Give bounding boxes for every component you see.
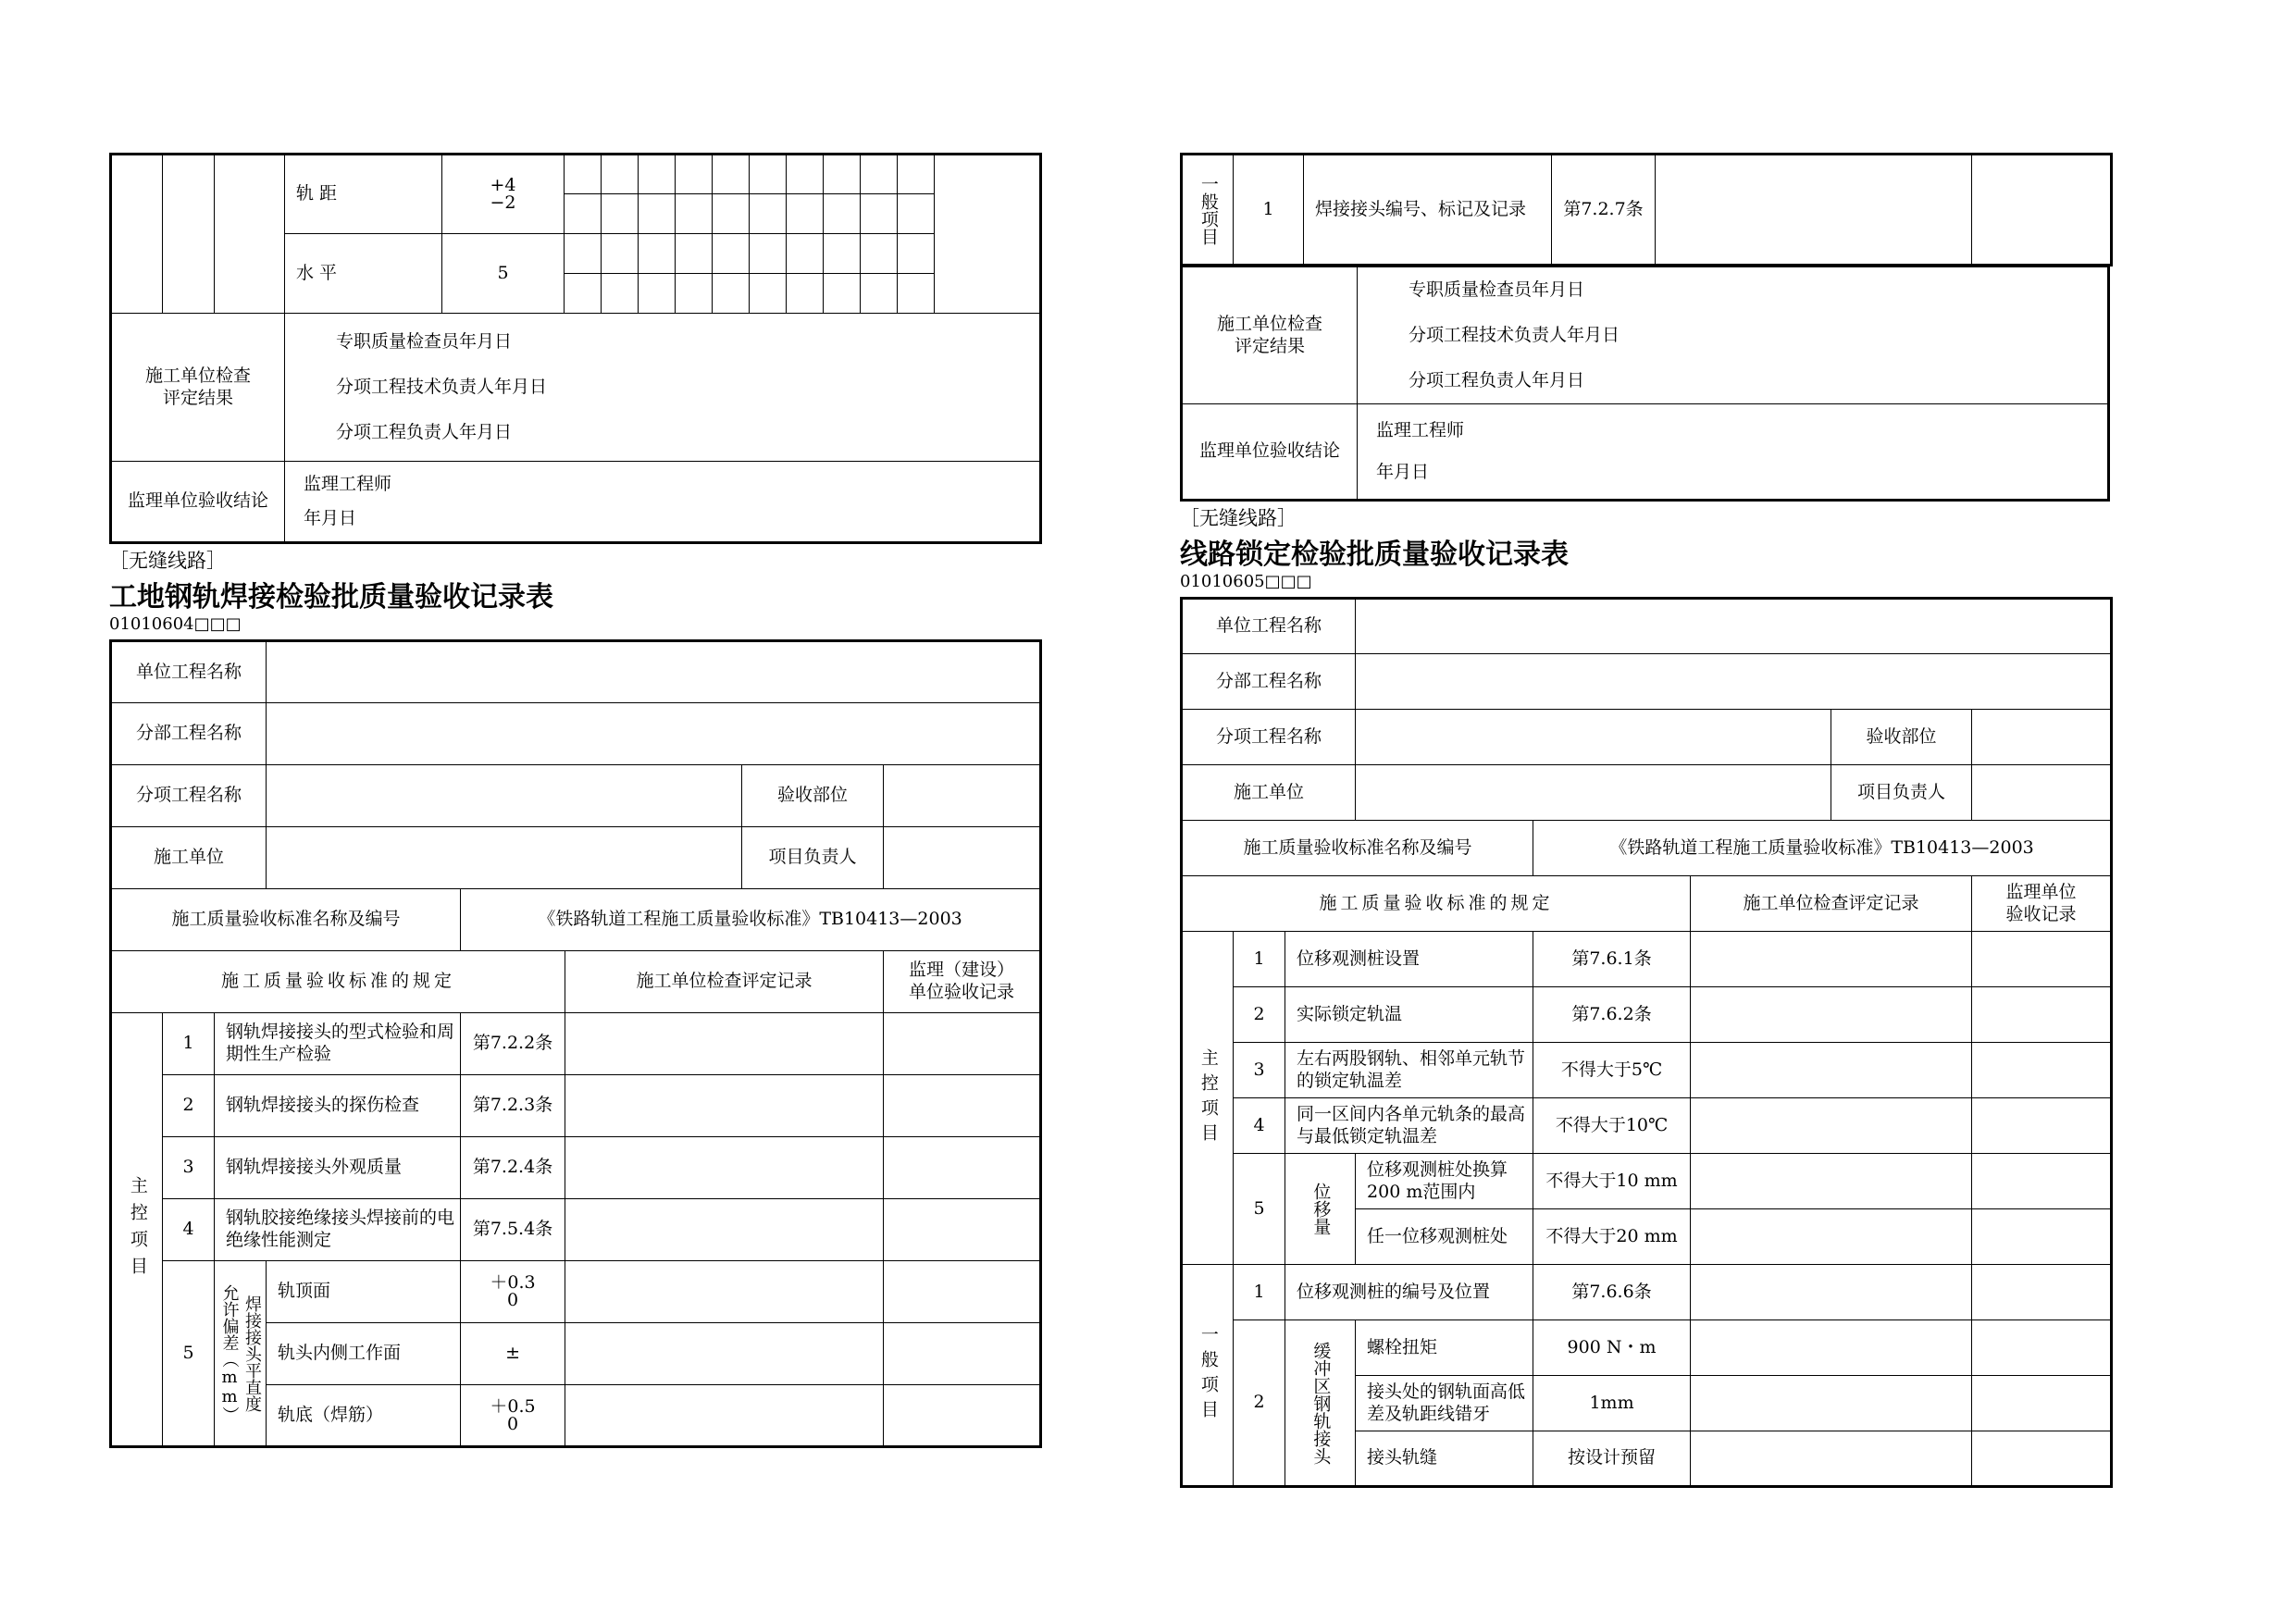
project-lead-label: 项目负责人 xyxy=(741,827,883,888)
project-lead-value[interactable] xyxy=(1972,765,2112,821)
supervise-cell[interactable] xyxy=(884,1199,1041,1261)
supervise-cell[interactable] xyxy=(1972,1376,2112,1431)
form-code: 01010605□□□ xyxy=(1180,572,1312,591)
accept-part-label: 验收部位 xyxy=(741,765,883,826)
sub-desc: 螺栓扭矩 xyxy=(1356,1320,1533,1376)
check-cell[interactable] xyxy=(1691,1043,1972,1098)
supervision-signatures xyxy=(1358,404,2109,501)
sub-desc: 轨底（焊筋） xyxy=(267,1385,461,1447)
item-project-label: 分项工程名称 xyxy=(1182,710,1356,765)
sig-line: 年月日 xyxy=(1376,462,1430,482)
item-desc: 钢轨焊接接头外观质量 xyxy=(215,1137,461,1199)
unit-project-label: 单位工程名称 xyxy=(111,641,267,703)
level-item: 水 平 xyxy=(285,234,442,314)
gauge-tol-plus: +4 xyxy=(490,175,516,195)
check-cell[interactable] xyxy=(1691,1431,1972,1487)
sub-tol: ＋0.5 0 xyxy=(461,1385,565,1447)
sig-line: 分项工程技术负责人年月日 xyxy=(336,377,548,397)
item-desc: 位移观测桩的编号及位置 xyxy=(1285,1265,1533,1320)
check-cell[interactable] xyxy=(565,1013,884,1075)
check-cell[interactable] xyxy=(1691,1320,1972,1376)
gauge-tol-minus: −2 xyxy=(490,192,516,213)
item-desc: 左右两股钢轨、相邻单元轨节的锁定轨温差 xyxy=(1285,1043,1533,1098)
sig-line: 监理工程师 xyxy=(304,474,392,494)
sub-desc: 轨顶面 xyxy=(267,1261,461,1323)
item-clause: 第7.6.1条 xyxy=(1533,932,1691,987)
item-project-value[interactable] xyxy=(1356,710,1831,765)
item-desc: 同一区间内各单元轨条的最高与最低锁定轨温差 xyxy=(1285,1098,1533,1154)
sub-clause: 不得大于20 mm xyxy=(1533,1209,1691,1265)
spec-header: 施工质量验收标准的规定 xyxy=(1182,876,1691,932)
item-clause: 第7.5.4条 xyxy=(461,1199,565,1261)
supervise-cell[interactable] xyxy=(884,1075,1041,1137)
item-no: 3 xyxy=(1234,1043,1285,1098)
check-cell[interactable] xyxy=(1691,1154,1972,1209)
sub-clause: 900 N・m xyxy=(1533,1320,1691,1376)
sub-project-value[interactable] xyxy=(267,703,1041,765)
sig-line: 分项工程负责人年月日 xyxy=(1409,370,1585,390)
gauge-item: 轨 距 xyxy=(285,155,442,234)
standard-label: 施工质量验收标准名称及编号 xyxy=(111,889,461,951)
item-no: 1 xyxy=(1234,1265,1285,1320)
construction-signatures xyxy=(285,314,1041,462)
spec-header: 施工质量验收标准的规定 xyxy=(111,951,565,1013)
item-clause: 不得大于10℃ xyxy=(1533,1098,1691,1154)
blank-cell xyxy=(163,155,215,314)
right-top-fragment-table xyxy=(1180,153,2113,266)
item5-group xyxy=(215,1261,267,1447)
standard-value: 《铁路轨道工程施工质量验收标准》TB10413—2003 xyxy=(1533,821,2112,876)
supervise-cell[interactable] xyxy=(1972,1043,2112,1098)
item-no: 2 xyxy=(1234,987,1285,1043)
sub-desc: 位移观测桩处换算200 m范围内 xyxy=(1356,1154,1533,1209)
item-no: 1 xyxy=(1234,932,1285,987)
check-cell[interactable] xyxy=(565,1261,884,1323)
sig-line: 监理工程师 xyxy=(1376,420,1465,440)
supervise-header: 监理单位验收记录 xyxy=(1972,876,2112,932)
sig-line: 分项工程负责人年月日 xyxy=(336,422,513,442)
project-lead-label: 项目负责人 xyxy=(1831,765,1972,821)
item-clause: 第7.2.3条 xyxy=(461,1075,565,1137)
accept-part-label: 验收部位 xyxy=(1831,710,1972,765)
item-clause: 第7.2.4条 xyxy=(461,1137,565,1199)
item-no: 5 xyxy=(163,1261,215,1447)
item-desc: 钢轨焊接接头的型式检验和周期性生产检验 xyxy=(215,1013,461,1075)
supervision-label: 监理单位验收结论 xyxy=(111,462,285,543)
sub-tol: ＋0.3 0 xyxy=(461,1261,565,1323)
sub-desc: 轨头内侧工作面 xyxy=(267,1323,461,1385)
supervise-cell[interactable] xyxy=(1972,155,2112,266)
left-top-fragment-table xyxy=(109,153,1042,544)
item-desc: 位移观测桩设置 xyxy=(1285,932,1533,987)
displacement-label: 位移量 xyxy=(1285,1154,1356,1265)
general-label: 一般项目 xyxy=(1182,155,1234,266)
unit-project-value[interactable] xyxy=(1356,599,2112,654)
sub-clause: 1mm xyxy=(1533,1376,1691,1431)
sig-line: 年月日 xyxy=(304,508,357,528)
item-no: 4 xyxy=(163,1199,215,1261)
supervision-label: 监理单位验收结论 xyxy=(1182,404,1358,501)
blank-cell xyxy=(215,155,285,314)
item-clause: 第7.6.6条 xyxy=(1533,1265,1691,1320)
main-control-label: 主控项目 xyxy=(1182,932,1234,1265)
project-lead-value[interactable] xyxy=(884,827,1041,889)
allowed-deviation-label: 允许偏差（mm） xyxy=(219,1283,240,1423)
supervise-cell[interactable] xyxy=(1972,1431,2112,1487)
left-page xyxy=(109,153,1039,1448)
sub-desc: 任一位移观测桩处 xyxy=(1356,1209,1533,1265)
builder-value[interactable] xyxy=(1356,765,1831,821)
item-no: 5 xyxy=(1234,1154,1285,1265)
blank-cell xyxy=(111,155,163,314)
accept-part-value[interactable] xyxy=(1972,710,2112,765)
item-clause: 第7.2.2条 xyxy=(461,1013,565,1075)
sig-line: 分项工程技术负责人年月日 xyxy=(1409,325,1620,345)
blank-cell xyxy=(935,155,1041,314)
check-cell[interactable] xyxy=(1691,1209,1972,1265)
check-cell[interactable] xyxy=(1691,987,1972,1043)
item-no: 4 xyxy=(1234,1098,1285,1154)
sub-project-value[interactable] xyxy=(1356,654,2112,710)
item-project-value[interactable] xyxy=(267,765,884,827)
accept-part-value[interactable] xyxy=(884,765,1041,827)
section-tag: ［无缝线路］ xyxy=(109,550,226,572)
supervise-cell[interactable] xyxy=(1972,1265,2112,1320)
construction-result-label: 施工单位检查评定结果 xyxy=(111,314,285,462)
check-cell[interactable] xyxy=(1691,932,1972,987)
supervise-cell[interactable] xyxy=(1972,987,2112,1043)
item-no: 2 xyxy=(1234,1320,1285,1487)
level-tolerance: 5 xyxy=(442,234,565,314)
gauge-tolerance xyxy=(442,155,565,234)
supervise-cell[interactable] xyxy=(1972,1320,2112,1376)
page-title: 线路锁定检验批质量验收记录表 xyxy=(1180,539,1569,571)
construction-result-label: 施工单位检查评定结果 xyxy=(1182,267,1358,404)
form-code: 01010604□□□ xyxy=(109,614,242,634)
sub-project-label: 分部工程名称 xyxy=(1182,654,1356,710)
supervise-cell[interactable] xyxy=(1972,932,2112,987)
supervise-cell[interactable] xyxy=(884,1385,1041,1447)
right-main-table xyxy=(1180,597,2113,1488)
check-cell[interactable] xyxy=(1656,155,1972,266)
item-project-label: 分项工程名称 xyxy=(111,765,267,827)
supervise-cell[interactable] xyxy=(884,1323,1041,1385)
item-desc: 焊接接头编号、标记及记录 xyxy=(1304,155,1552,266)
sig-line: 专职质量检查员年月日 xyxy=(1409,279,1585,300)
supervise-header: 监理（建设）单位验收记录 xyxy=(884,951,1041,1013)
check-cell[interactable] xyxy=(565,1137,884,1199)
item-no: 2 xyxy=(163,1075,215,1137)
check-cell[interactable] xyxy=(1691,1376,1972,1431)
standard-label: 施工质量验收标准名称及编号 xyxy=(1182,821,1533,876)
unit-project-label: 单位工程名称 xyxy=(1182,599,1356,654)
item-no: 3 xyxy=(163,1137,215,1199)
check-cell[interactable] xyxy=(565,1199,884,1261)
supervise-cell[interactable] xyxy=(884,1261,1041,1323)
supervise-cell[interactable] xyxy=(884,1137,1041,1199)
item-desc: 钢轨焊接接头的探伤检查 xyxy=(215,1075,461,1137)
sub-desc: 接头轨缝 xyxy=(1356,1431,1533,1487)
supervision-signatures xyxy=(285,462,1041,543)
item-clause: 不得大于5℃ xyxy=(1533,1043,1691,1098)
check-header: 施工单位检查评定记录 xyxy=(565,951,884,1013)
sub-project-label: 分部工程名称 xyxy=(111,703,267,765)
sub-tol: ± xyxy=(461,1323,565,1385)
item-no: 1 xyxy=(163,1013,215,1075)
builder-label: 施工单位 xyxy=(111,827,267,889)
right-page xyxy=(1180,153,2110,1488)
item-desc: 实际锁定轨温 xyxy=(1285,987,1533,1043)
right-sign-table xyxy=(1180,266,2110,502)
sub-desc: 接头处的钢轨面高低差及轨距线错牙 xyxy=(1356,1376,1533,1431)
check-cell[interactable] xyxy=(565,1075,884,1137)
supervise-cell[interactable] xyxy=(884,1013,1041,1075)
item-clause: 第7.6.2条 xyxy=(1533,987,1691,1043)
supervise-cell[interactable] xyxy=(1972,1098,2112,1154)
item-clause: 第7.2.7条 xyxy=(1552,155,1656,266)
sub-clause: 按设计预留 xyxy=(1533,1431,1691,1487)
builder-label: 施工单位 xyxy=(1182,765,1356,821)
sub-clause: 不得大于10 mm xyxy=(1533,1154,1691,1209)
check-cell[interactable] xyxy=(1691,1098,1972,1154)
check-cell[interactable] xyxy=(565,1385,884,1447)
builder-value[interactable] xyxy=(267,827,884,889)
buffer-joint-label: 缓冲区钢轨接头 xyxy=(1285,1320,1356,1487)
check-header: 施工单位检查评定记录 xyxy=(1691,876,1972,932)
check-cell[interactable] xyxy=(565,1323,884,1385)
item-desc: 钢轨胶接绝缘接头焊接前的电绝缘性能测定 xyxy=(215,1199,461,1261)
supervise-cell[interactable] xyxy=(1972,1209,2112,1265)
page-title: 工地钢轨焊接检验批质量验收记录表 xyxy=(109,581,553,613)
left-main-table xyxy=(109,639,1042,1448)
unit-project-value[interactable] xyxy=(267,641,1041,703)
main-control-label: 主控项目 xyxy=(111,1013,163,1447)
standard-value: 《铁路轨道工程施工质量验收标准》TB10413—2003 xyxy=(461,889,1041,951)
item-no: 1 xyxy=(1234,155,1304,266)
sig-line: 专职质量检查员年月日 xyxy=(336,331,513,352)
construction-signatures xyxy=(1358,267,2109,404)
supervise-cell[interactable] xyxy=(1972,1154,2112,1209)
check-cell[interactable] xyxy=(1691,1265,1972,1320)
section-tag: ［无缝线路］ xyxy=(1180,507,1297,529)
flatness-label: 焊接接头平直度 xyxy=(242,1295,263,1412)
general-label: 一般项目 xyxy=(1182,1265,1234,1487)
